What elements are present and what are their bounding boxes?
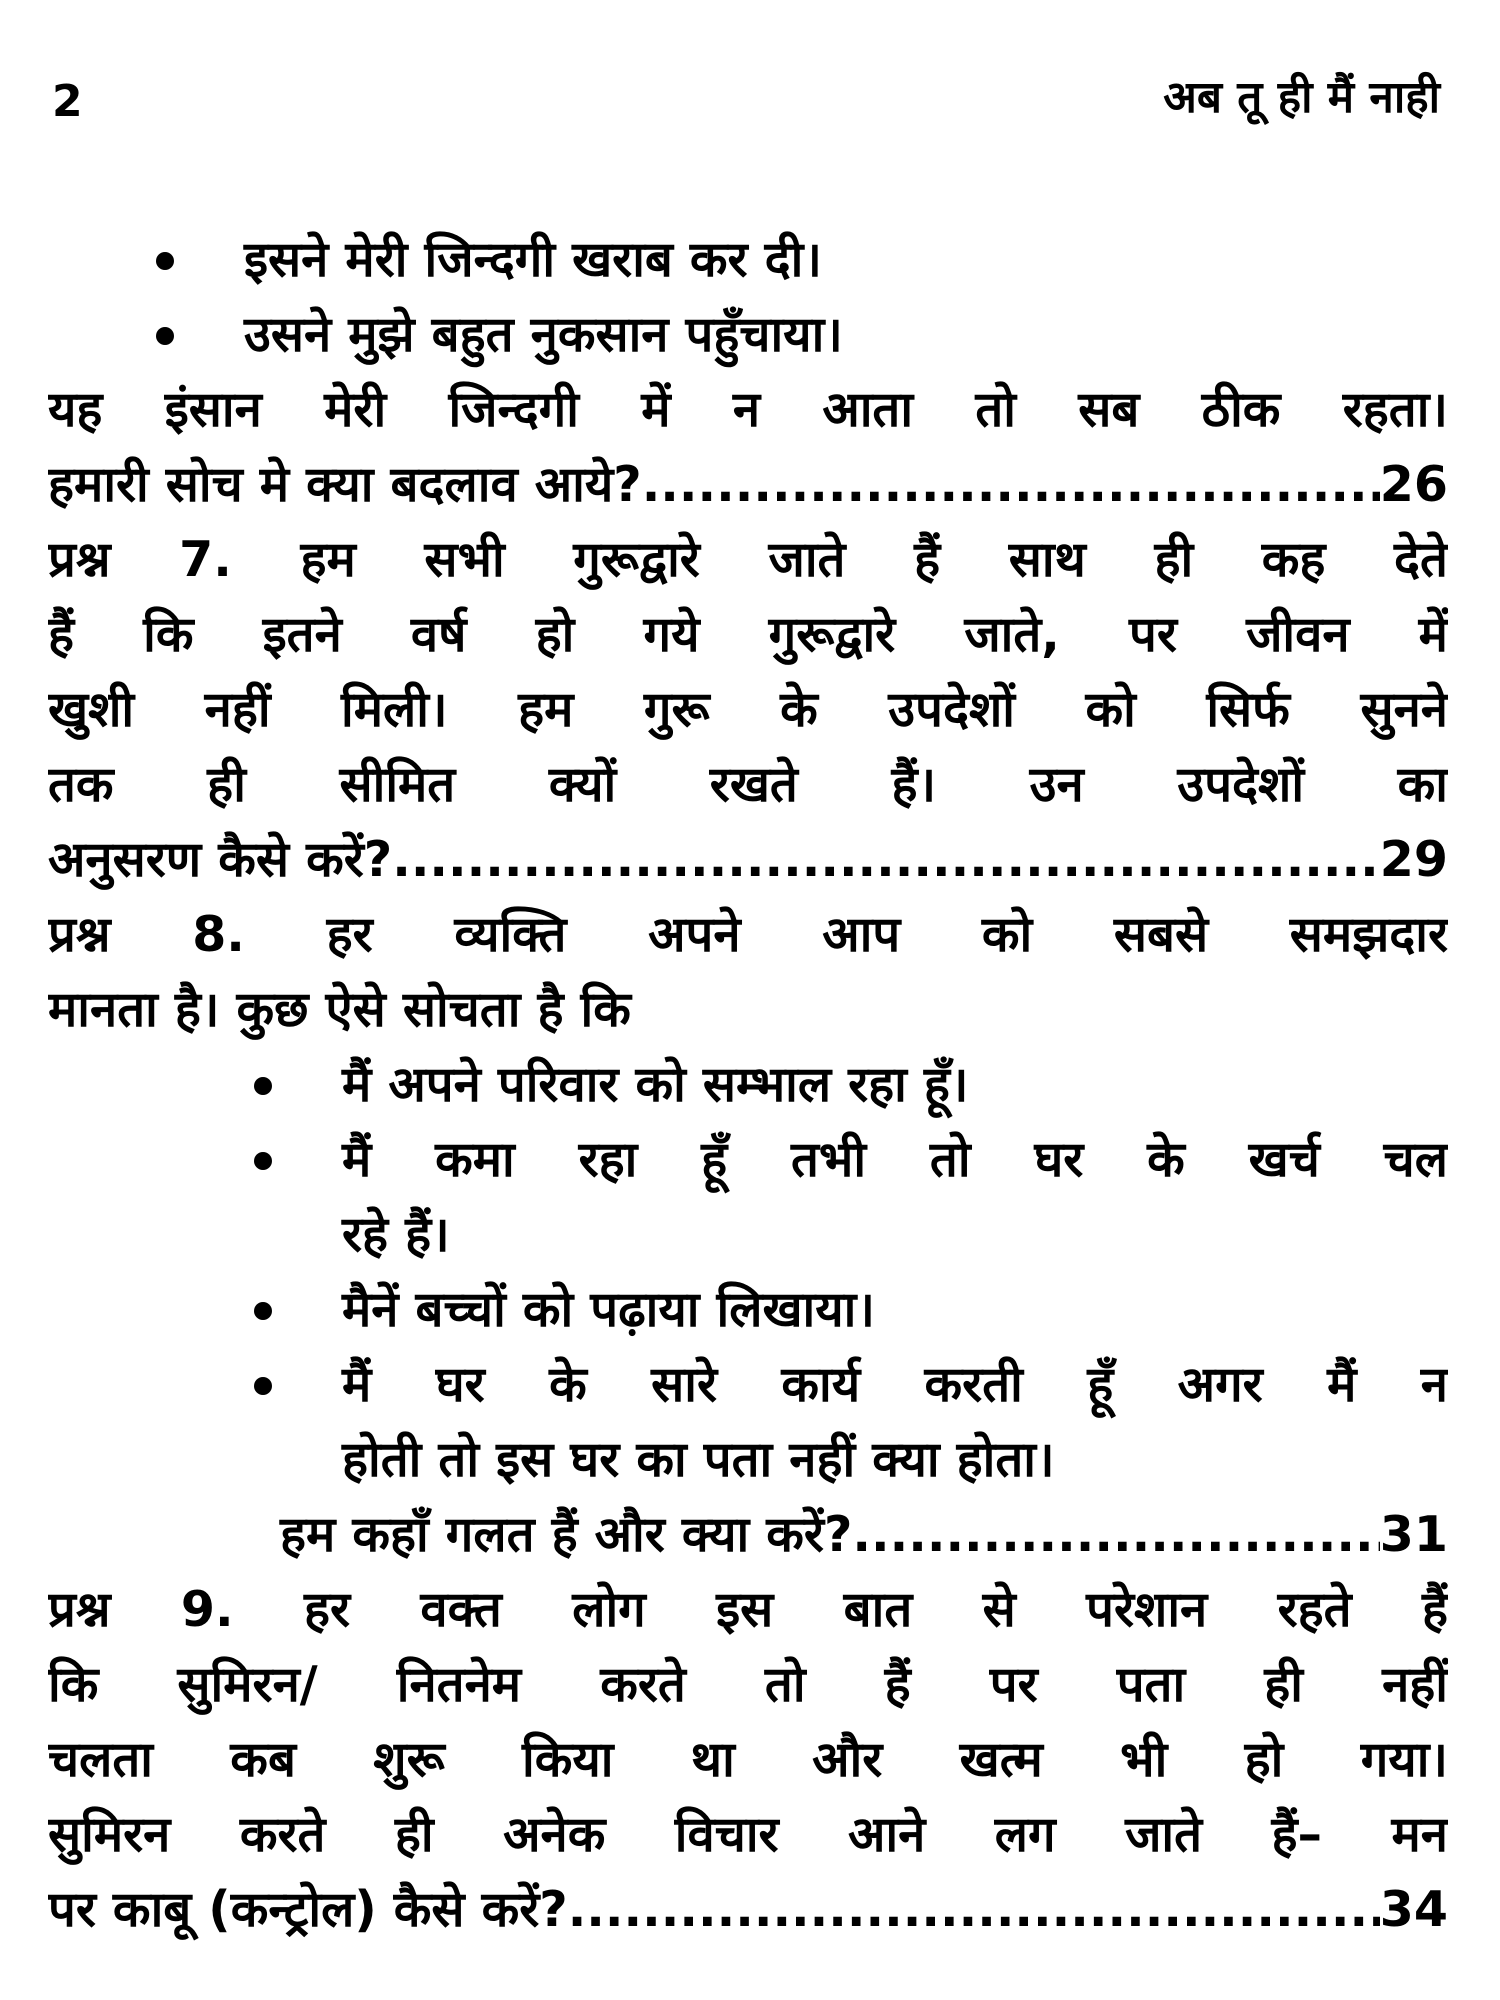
toc-entry-text: हम कहाँ गलत हैं और क्या करें?: [280, 1506, 853, 1563]
toc-content: [48, 222, 1448, 1947]
dot-leader: [392, 822, 1380, 897]
bullet-text: मैं घर के सारे कार्य करती हूँ अगर मैं न: [342, 1356, 1448, 1413]
question-9-line: प्रश्न 9. हर वक्त लोग इस बात से परेशान रहते हैं: [48, 1581, 1448, 1638]
toc-entry: [48, 1872, 1448, 1947]
toc-page-number: 34: [1379, 1881, 1448, 1938]
toc-entry-text: पर काबू (कन्ट्रोल) कैसे करें?: [48, 1881, 568, 1938]
page-number: 2: [52, 76, 83, 127]
question-7-line: खुशी नहीं मिली। हम गुरू के उपदेशों को सिर्फ सुनने: [48, 681, 1448, 738]
bullet-text: मैं अपने परिवार को सम्भाल रहा हूँ।: [342, 1056, 969, 1113]
bullet-continuation: रहे हैं।: [342, 1206, 450, 1263]
toc-page-number: 31: [1379, 1506, 1448, 1563]
question-7-line: तक ही सीमित क्यों रखते हैं। उन उपदेशों का: [48, 756, 1448, 813]
bullet-item: [48, 222, 1448, 297]
bullet-icon: [156, 252, 174, 270]
bullet-icon: [254, 1377, 272, 1395]
bullet-item: [48, 1272, 1448, 1347]
question-7-line: प्रश्न 7. हम सभी गुरूद्वारे जाते हैं साथ ही कह देते: [48, 531, 1448, 588]
text-line: यह इंसान मेरी जिन्दगी में न आता तो सब ठीक रहता।: [48, 381, 1448, 438]
question-9-line: कि सुमिरन/ नितनेम करते तो हैं पर पता ही नहीं: [48, 1656, 1448, 1713]
bullet-item: [48, 297, 1448, 372]
bullet-text: उसने मुझे बहुत नुकसान पहुँचाया।: [244, 306, 843, 363]
question-8-line: मानता है। कुछ ऐसे सोचता है कि: [48, 981, 631, 1038]
bullet-text: मैनें बच्चों को पढ़ाया लिखाया।: [342, 1281, 875, 1338]
bullet-text: इसने मेरी जिन्दगी खराब कर दी।: [244, 231, 822, 288]
question-7-line: हैं कि इतने वर्ष हो गये गुरूद्वारे जाते, पर जीवन में: [48, 606, 1448, 663]
bullet-item: [48, 1347, 1448, 1422]
bullet-icon: [254, 1152, 272, 1170]
question-9-line: सुमिरन करते ही अनेक विचार आने लग जाते हैं– मन: [48, 1806, 1448, 1863]
bullet-icon: [254, 1302, 272, 1320]
bullet-item: [48, 1122, 1448, 1197]
toc-entry: [48, 1497, 1448, 1572]
running-title: अब तू ही मैं नाही: [1163, 72, 1440, 123]
toc-entry: [48, 822, 1448, 897]
question-8-line: प्रश्न 8. हर व्यक्ति अपने आप को सबसे समझदार: [48, 906, 1448, 963]
bullet-text: मैं कमा रहा हूँ तभी तो घर के खर्च चल: [342, 1131, 1448, 1188]
toc-page-number: 29: [1379, 831, 1448, 888]
dot-leader: [642, 447, 1380, 522]
toc-entry: [48, 447, 1448, 522]
bullet-icon: [254, 1077, 272, 1095]
toc-page-number: 26: [1379, 456, 1448, 513]
question-9-line: चलता कब शुरू किया था और खत्म भी हो गया।: [48, 1731, 1448, 1788]
toc-entry-text: हमारी सोच मे क्या बदलाव आये?: [48, 456, 642, 513]
bullet-continuation: होती तो इस घर का पता नहीं क्या होता।: [342, 1431, 1055, 1488]
bullet-icon: [156, 327, 174, 345]
toc-entry-text: अनुसरण कैसे करें?: [48, 831, 393, 888]
dot-leader: [568, 1872, 1380, 1947]
bullet-item: [48, 1047, 1448, 1122]
dot-leader: [852, 1497, 1379, 1572]
